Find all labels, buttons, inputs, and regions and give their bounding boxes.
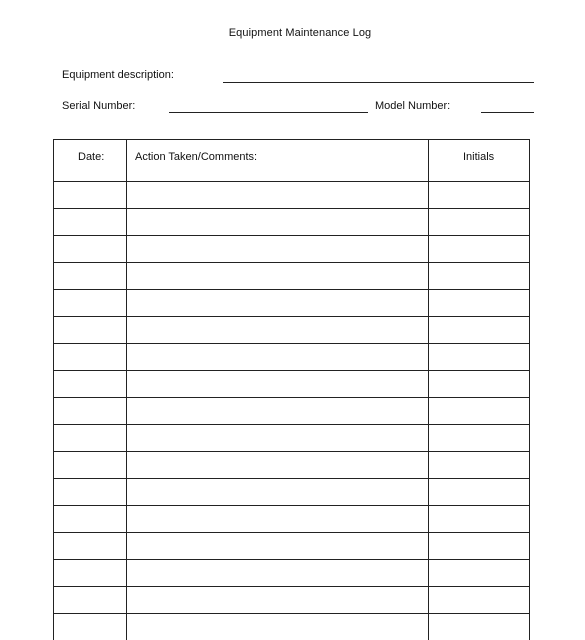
maintenance-log-table — [53, 139, 530, 640]
table-row[interactable] — [54, 505, 529, 506]
table-row[interactable] — [54, 343, 529, 344]
model-number-label: Model Number: — [375, 100, 451, 112]
table-row[interactable] — [54, 397, 529, 398]
equipment-description-label: Equipment description: — [62, 69, 174, 81]
table-row[interactable] — [54, 289, 529, 290]
table-row[interactable] — [54, 262, 529, 263]
serial-number-field[interactable] — [169, 112, 368, 113]
header-date: Date: — [78, 151, 105, 163]
table-row[interactable] — [54, 316, 529, 317]
serial-number-label: Serial Number: — [62, 100, 136, 112]
table-bottom-border — [54, 613, 529, 614]
header-initials: Initials — [463, 151, 495, 163]
table-row[interactable] — [54, 478, 529, 479]
table-row[interactable] — [54, 451, 529, 452]
model-number-field[interactable] — [481, 112, 534, 113]
table-row[interactable] — [54, 181, 529, 182]
table-row[interactable] — [54, 208, 529, 209]
equipment-description-field[interactable] — [223, 82, 534, 83]
table-row[interactable] — [54, 424, 529, 425]
table-row[interactable] — [54, 559, 529, 560]
table-row[interactable] — [54, 370, 529, 371]
column-divider-initials — [428, 140, 429, 640]
table-row[interactable] — [54, 235, 529, 236]
column-divider-date — [126, 140, 127, 640]
table-row[interactable] — [54, 532, 529, 533]
page-title: Equipment Maintenance Log — [228, 27, 372, 39]
table-row[interactable] — [54, 586, 529, 587]
header-action-taken: Action Taken/Comments: — [135, 151, 258, 163]
